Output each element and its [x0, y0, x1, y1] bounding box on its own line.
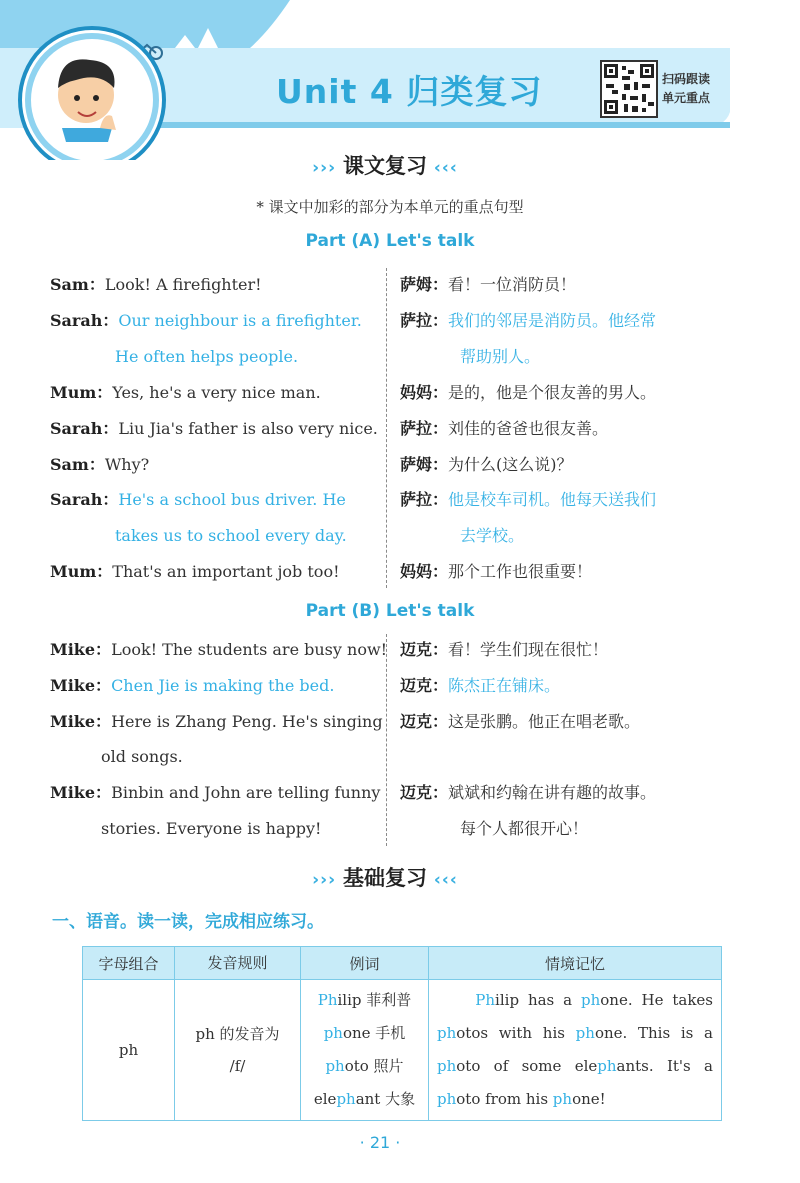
example-word: photo 照片: [325, 1057, 404, 1075]
section-title: 课文复习: [343, 154, 427, 178]
dialogue-line-en-cont: stories. Everyone is happy!: [101, 819, 322, 838]
dialogue-line-zh-cont: 去学校。: [460, 526, 525, 545]
qr-caption: [662, 70, 710, 108]
dialogue-line-zh: 妈妈：那个工作也很重要！: [400, 562, 593, 581]
rule-line: ph 的发音为: [195, 1025, 280, 1043]
dialogue-line-zh: 迈克：斌斌和约翰在讲有趣的故事。: [400, 783, 657, 802]
table-header: 情境记忆: [429, 947, 722, 980]
arrows-left-icon: ›››: [312, 870, 343, 890]
dialogue-line-zh: 萨姆：为什么(这么说)？: [400, 455, 573, 474]
dialogue-line-en-cont: takes us to school every day.: [115, 526, 347, 545]
dialogue-line-zh: 萨拉：我们的邻居是消防员。他经常: [400, 311, 657, 330]
part-a-title: Part (A) Let's talk: [305, 231, 475, 251]
section-heading-text-review: [0, 150, 770, 180]
qr-caption-line-2: 单元重点: [662, 91, 711, 105]
dialogue-line-en: Mike：Chen Jie is making the bed.: [50, 676, 335, 695]
dialogue-line-zh: 迈克：陈杰正在铺床。: [400, 676, 561, 695]
dialogue-line-en-cont: old songs.: [101, 747, 183, 766]
section-heading-basic-review: [0, 862, 770, 892]
highlight-note: * 课文中加彩的部分为本单元的重点句型: [256, 198, 524, 216]
qr-caption-line-1: 扫码跟读: [662, 72, 711, 86]
memory-story: Philip has a phone. He takes photos with his phone. This is a photo of some elephants. It's a photo from his phone!: [429, 980, 722, 1121]
dialogue-line-en: Sam：Look! A firefighter!: [50, 275, 262, 294]
dialogue-line-zh: 萨拉：刘佳的爸爸也很友善。: [400, 419, 609, 438]
example-word: Philip 菲利普: [317, 991, 412, 1009]
dialogue-line-en: Mike：Look! The students are busy now!: [50, 640, 388, 659]
arrows-right-icon: ‹‹‹: [427, 870, 458, 890]
dialogue-line-zh: 萨拉：他是校车司机。他每天送我们: [400, 490, 657, 509]
part-b-title: Part (B) Let's talk: [305, 601, 475, 621]
dialogue-line-en: Sam：Why?: [50, 455, 150, 474]
dialogue-line-en: Sarah：He's a school bus driver. He: [50, 490, 346, 509]
arrows-right-icon: ‹‹‹: [427, 158, 458, 178]
example-words: [301, 980, 429, 1121]
task-1-instruction: 一、语音。读一读，完成相应练习。: [52, 912, 324, 932]
table-header-row: [83, 947, 722, 980]
example-word: elephant 大象: [313, 1090, 416, 1108]
dialogue-line-zh-cont: 每个人都很开心！: [460, 819, 589, 838]
table-row: [83, 980, 722, 1121]
phonics-table: [82, 946, 722, 1121]
arrows-left-icon: ›››: [312, 158, 343, 178]
dialogue-line-en: Mike：Here is Zhang Peng. He's singing: [50, 712, 383, 731]
dialogue-line-zh: 萨姆：看！一位消防员！: [400, 275, 577, 294]
dialogue-line-en: Sarah：Liu Jia's father is also very nice.: [50, 419, 378, 438]
unit-title: Unit 4 归类复习: [276, 72, 543, 111]
column-divider-a: [386, 268, 387, 588]
letter-combo: ph: [83, 980, 175, 1121]
dialogue-line-zh: 妈妈：是的，他是个很友善的男人。: [400, 383, 657, 402]
table-header: 字母组合: [83, 947, 175, 980]
dialogue-line-zh: 迈克：这是张鹏。他正在唱老歌。: [400, 712, 641, 731]
pronunciation-rule: [175, 980, 301, 1121]
dialogue-line-en-cont: He often helps people.: [115, 347, 299, 366]
dialogue-line-en: Mum：That's an important job too!: [50, 562, 340, 581]
qr-code-icon[interactable]: [600, 60, 658, 118]
dialogue-line-zh: 迈克：看！学生们现在很忙！: [400, 640, 609, 659]
dialogue-line-en: Sarah：Our neighbour is a firefighter.: [50, 311, 362, 330]
dialogue-line-zh-cont: 帮助别人。: [460, 347, 541, 366]
table-header: 发音规则: [175, 947, 301, 980]
page-number: · 21 ·: [359, 1133, 401, 1152]
section-title: 基础复习: [343, 866, 427, 890]
rule-line: /f/: [229, 1057, 246, 1075]
dialogue-line-en: Mum：Yes, he's a very nice man.: [50, 383, 321, 402]
table-header: 例词: [301, 947, 429, 980]
dialogue-line-en: Mike：Binbin and John are telling funny: [50, 783, 381, 802]
example-word: phone 手机: [323, 1024, 406, 1042]
